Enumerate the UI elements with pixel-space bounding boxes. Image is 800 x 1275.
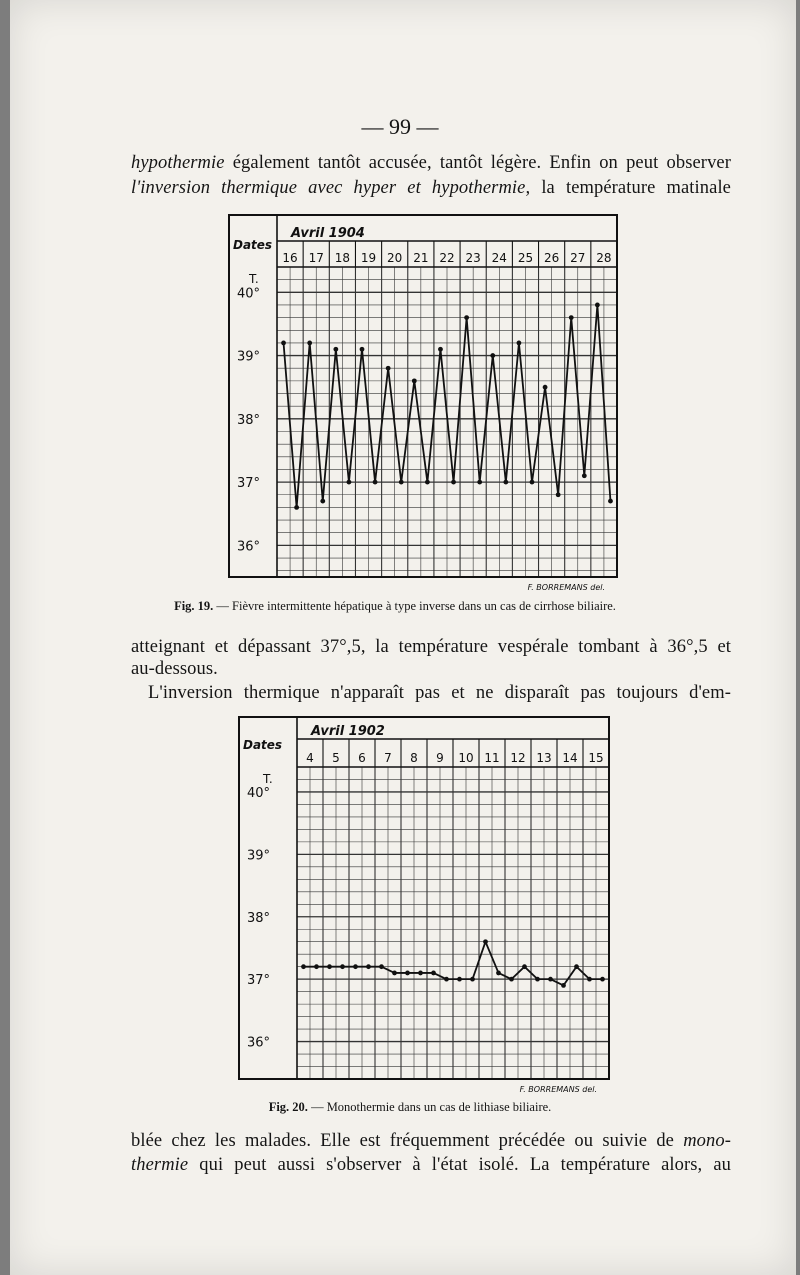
y-tick-label: 37° <box>247 973 271 989</box>
text-line <box>131 637 731 658</box>
temperature-point <box>535 977 540 982</box>
date-tick-label: 23 <box>465 251 481 265</box>
date-tick-label: 27 <box>570 251 586 265</box>
temperature-point <box>333 347 338 352</box>
temperature-point <box>587 977 592 982</box>
y-tick-label: 40° <box>237 286 261 302</box>
y-tick-label: 37° <box>237 476 261 492</box>
temperature-point <box>392 971 397 976</box>
date-tick-label: 25 <box>517 251 534 265</box>
text-line <box>131 153 731 174</box>
text-span: la température matinale <box>530 178 731 198</box>
t-label: T. <box>263 772 273 786</box>
temperature-point <box>483 939 488 944</box>
italic-term: l'inversion thermique avec hyper et hypothermie, <box>131 178 531 198</box>
temperature-point <box>548 977 553 982</box>
date-tick-label: 22 <box>439 251 455 265</box>
temperature-point <box>425 480 430 485</box>
temperature-point <box>281 341 286 346</box>
temperature-point <box>366 964 371 969</box>
text-line <box>148 683 731 704</box>
temperature-point <box>608 499 613 504</box>
temperature-point <box>412 378 417 383</box>
text-line <box>131 1155 731 1176</box>
date-tick-label: 13 <box>536 751 552 765</box>
y-tick-label: 39° <box>247 848 271 864</box>
date-tick-label: 18 <box>334 251 351 265</box>
temperature-point <box>438 347 443 352</box>
figure-20-chart <box>239 717 629 1097</box>
temperature-point <box>496 971 501 976</box>
text-span: au-dessous. <box>131 659 218 679</box>
date-tick-label: 9 <box>436 751 444 765</box>
signature: F. BORREMANS del. <box>527 583 605 592</box>
text-line <box>131 178 731 199</box>
text-span: atteignant et dépassant 37°,5, la température vespérale tombant à 36°,5 et <box>131 637 731 657</box>
caption-label: Fig. 20. <box>268 1100 308 1114</box>
temperature-point <box>353 964 358 969</box>
dates-label: Dates <box>233 238 273 252</box>
date-tick-label: 10 <box>458 751 474 765</box>
temperature-point <box>301 964 306 969</box>
temperature-point <box>561 983 566 988</box>
temperature-point <box>503 480 508 485</box>
temperature-point <box>386 366 391 371</box>
temperature-point <box>574 964 579 969</box>
temperature-point <box>556 492 561 497</box>
temperature-point <box>582 473 587 478</box>
page-number: — 99 — <box>361 114 439 139</box>
temperature-point <box>530 480 535 485</box>
temperature-point <box>444 977 449 982</box>
y-tick-label: 40° <box>247 785 271 801</box>
temperature-point <box>418 971 423 976</box>
temperature-point <box>373 480 378 485</box>
date-tick-label: 20 <box>387 251 403 265</box>
temperature-point <box>431 971 436 976</box>
italic-term: mono- <box>683 1131 731 1151</box>
caption-label: Fig. 19. <box>174 599 214 613</box>
date-tick-label: 26 <box>543 251 560 265</box>
temperature-point <box>314 964 319 969</box>
y-tick-label: 36° <box>247 1035 271 1051</box>
date-tick-label: 12 <box>510 751 526 765</box>
temperature-point <box>399 480 404 485</box>
temperature-point <box>517 341 522 346</box>
date-tick-label: 17 <box>308 251 324 265</box>
dates-label: Dates <box>243 738 283 752</box>
date-tick-label: 16 <box>282 251 298 265</box>
temperature-point <box>340 964 345 969</box>
text-span: L'inversion thermique n'apparaît pas et ne disparaît pas toujours d'em- <box>148 683 731 703</box>
temperature-point <box>464 315 469 320</box>
temperature-point <box>600 977 605 982</box>
text-line <box>131 659 731 680</box>
y-tick-label: 39° <box>237 349 261 365</box>
italic-term: thermie <box>131 1155 189 1175</box>
temperature-point <box>509 977 514 982</box>
text-span: blée chez les malades. Elle est fréquemment précédée ou suivie de <box>131 1131 684 1151</box>
date-tick-label: 6 <box>358 751 366 765</box>
temperature-point <box>294 505 299 510</box>
temperature-point <box>379 964 384 969</box>
text-span: également tantôt accusée, tantôt légère. Enfin on peut observer <box>224 153 731 173</box>
caption-text: — Monothermie dans un cas de lithiase biliaire. <box>307 1100 552 1114</box>
y-tick-label: 38° <box>247 910 271 926</box>
temperature-point <box>569 315 574 320</box>
temperature-point <box>457 977 462 982</box>
text-line <box>131 1131 731 1152</box>
date-tick-label: 19 <box>360 251 377 265</box>
date-tick-label: 15 <box>588 751 604 765</box>
chart-frame <box>239 717 609 1079</box>
temperature-point <box>320 499 325 504</box>
temperature-point <box>307 341 312 346</box>
temperature-point <box>595 303 600 308</box>
temperature-point <box>360 347 365 352</box>
temperature-point <box>405 971 410 976</box>
figure-19-chart <box>229 215 629 595</box>
date-tick-label: 4 <box>306 751 314 765</box>
figure-19-caption <box>0 599 790 614</box>
italic-term: hypothermie <box>131 153 225 173</box>
month-label: Avril 1904 <box>291 226 365 241</box>
y-tick-label: 38° <box>237 412 261 428</box>
temperature-point <box>522 964 527 969</box>
y-tick-label: 36° <box>237 539 261 555</box>
temperature-point <box>451 480 456 485</box>
t-label: T. <box>249 272 259 286</box>
figure-20-caption <box>15 1100 800 1115</box>
temperature-point <box>347 480 352 485</box>
date-tick-label: 24 <box>491 251 507 265</box>
date-tick-label: 14 <box>562 751 578 765</box>
temperature-point <box>327 964 332 969</box>
date-tick-label: 8 <box>410 751 418 765</box>
date-tick-label: 11 <box>484 751 500 765</box>
caption-text: — Fièvre intermittente hépatique à type inverse dans un cas de cirrhose biliaire. <box>213 599 616 613</box>
temperature-point <box>477 480 482 485</box>
date-tick-label: 28 <box>596 251 612 265</box>
text-span: qui peut aussi s'observer à l'état isolé. La température alors, au <box>188 1155 731 1175</box>
date-tick-label: 5 <box>332 751 340 765</box>
date-tick-label: 21 <box>413 251 429 265</box>
temperature-point <box>543 385 548 390</box>
signature: F. BORREMANS del. <box>519 1085 597 1094</box>
temperature-point <box>490 353 495 358</box>
date-tick-label: 7 <box>384 751 392 765</box>
temperature-point <box>470 977 475 982</box>
month-label: Avril 1902 <box>311 724 385 739</box>
